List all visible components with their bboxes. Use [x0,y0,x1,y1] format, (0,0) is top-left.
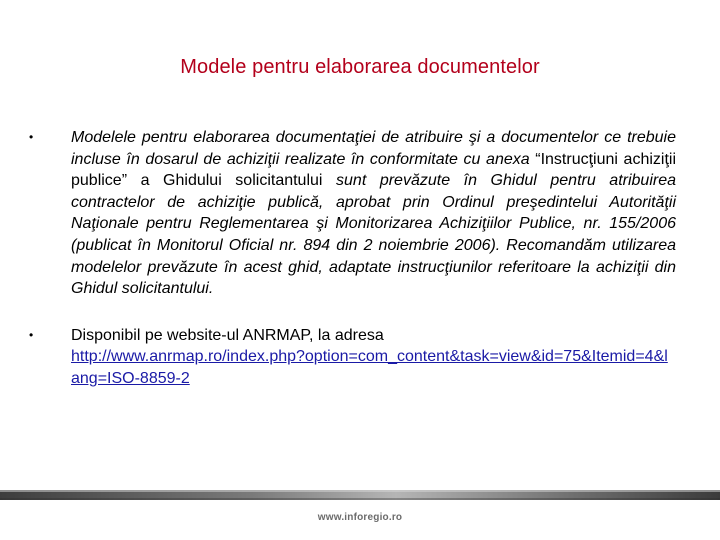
bullet-item-2 [28,325,688,390]
footer-website[interactable]: www.inforegio.ro [317,512,403,523]
footer-band [0,488,720,502]
bullet-text-part: sunt prevăzute în Ghidul pentru atribuirea contractelor de achiziţie publică, aprobat prin Ordinul preşedintelui Autorităţii Naţionale pentru Reglementarea şi Monitorizarea Achiziţiilor Publice, nr. 155/2006 (publicat în Monitorul Oficial nr. 894 din 2 noiembrie 2006). Recomandăm utilizarea modelelor prevăzute în acest ghid, adaptate instrucţiunilor referitoare la achiziţii din Ghidul solicitantului. [71,172,676,298]
availability-label: Disponibil pe website-ul ANRMAP, la adresa [71,326,384,344]
bullet-item-1 [28,127,688,300]
bullet-text-quote: “Instrucţiuni achiziţii publice” a Ghidului solicitantului [71,150,677,190]
slide-title: Modele pentru elaborarea documentelor [180,56,540,78]
bullet-dot-icon: • [29,327,34,342]
bullet-text-availability [71,325,676,390]
anrmap-link[interactable]: http://www.anrmap.ro/index.php?option=com_content&task=view&id=75&Itemid=4&lang=ISO-8859-2 [71,348,668,387]
slide-content [28,127,688,390]
bullet-text-models [71,127,676,300]
bullet-dot-icon: • [29,130,34,144]
bullet-text-part: Modelele pentru elaborarea documentaţiei de atribuire şi a documentelor ce trebuie incluse în dosarul de achiziţii realizate în conformitate cu anexa [71,129,676,168]
footer-band-graphic [0,488,720,502]
